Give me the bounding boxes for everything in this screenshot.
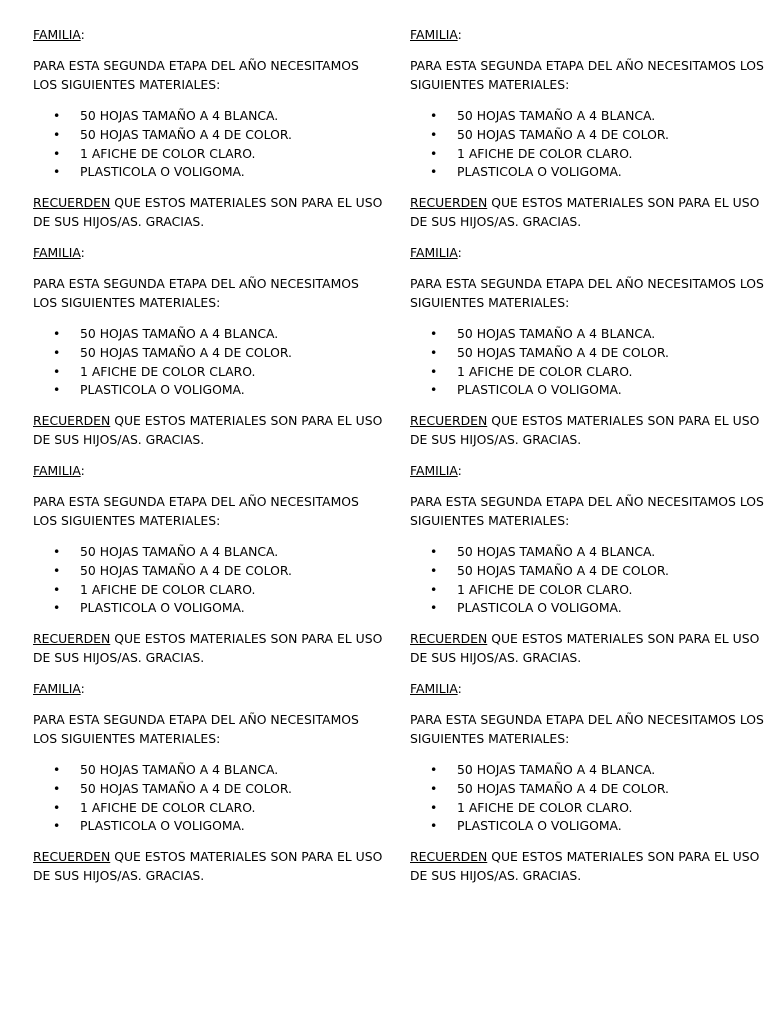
notice-block — [33, 26, 383, 244]
bullet-icon: • — [430, 818, 438, 834]
list-item — [33, 163, 373, 182]
list-item — [410, 381, 750, 400]
bullet-icon: • — [430, 145, 438, 161]
bullet-icon: • — [430, 326, 438, 342]
item-text: 50 HOJAS TAMAÑO A 4 DE COLOR. — [457, 344, 669, 360]
reminder-line-2: DE SUS HIJOS/AS. GRACIAS. — [410, 214, 582, 230]
list-item — [410, 817, 750, 836]
request-line-1: PARA ESTA SEGUNDA ETAPA DEL AÑO NECESITAMOS — [33, 58, 359, 74]
bullet-icon: • — [430, 164, 438, 180]
bullet-icon: • — [53, 799, 61, 815]
materials-list — [410, 761, 750, 836]
bullet-icon: • — [53, 562, 61, 578]
reminder-keyword: RECUERDEN — [410, 849, 488, 865]
list-item — [410, 363, 750, 382]
bullet-icon: • — [53, 581, 61, 597]
salutation-colon: : — [80, 463, 85, 478]
salutation-word: FAMILIA — [33, 681, 81, 696]
request-text — [410, 57, 764, 94]
salutation — [410, 26, 750, 45]
list-item — [410, 562, 750, 581]
list-item — [33, 761, 373, 780]
item-text: 50 HOJAS TAMAÑO A 4 DE COLOR. — [80, 126, 292, 142]
notice-block — [410, 244, 764, 462]
item-text: 50 HOJAS TAMAÑO A 4 BLANCA. — [80, 762, 279, 778]
item-text: 50 HOJAS TAMAÑO A 4 BLANCA. — [457, 108, 656, 124]
reminder-line-1: QUE ESTOS MATERIALES SON PARA EL USO — [110, 631, 383, 647]
request-line-2: LOS SIGUIENTES MATERIALES: — [33, 76, 221, 92]
salutation-colon: : — [457, 681, 462, 696]
reminder-line-1: QUE ESTOS MATERIALES SON PARA EL USO — [110, 849, 383, 865]
request-line-2: LOS SIGUIENTES MATERIALES: — [33, 730, 221, 746]
reminder-text — [410, 194, 760, 231]
item-text: 50 HOJAS TAMAÑO A 4 DE COLOR. — [80, 344, 292, 360]
reminder-text — [33, 194, 383, 231]
reminder-line-2: DE SUS HIJOS/AS. GRACIAS. — [33, 650, 205, 666]
reminder-keyword: RECUERDEN — [33, 195, 111, 211]
list-item — [410, 325, 750, 344]
list-item — [410, 543, 750, 562]
salutation-word: FAMILIA — [33, 27, 81, 42]
reminder-line-2: DE SUS HIJOS/AS. GRACIAS. — [410, 650, 582, 666]
reminder-keyword: RECUERDEN — [33, 849, 111, 865]
bullet-icon: • — [53, 126, 61, 142]
item-text: PLASTICOLA O VOLIGOMA. — [80, 818, 245, 834]
salutation — [33, 244, 373, 263]
request-line-1: PARA ESTA SEGUNDA ETAPA DEL AÑO NECESITAMOS LOS — [410, 712, 764, 728]
item-text: 1 AFICHE DE COLOR CLARO. — [80, 581, 256, 597]
list-item — [33, 145, 373, 164]
notice-block — [33, 462, 383, 680]
bullet-icon: • — [53, 344, 61, 360]
request-line-1: PARA ESTA SEGUNDA ETAPA DEL AÑO NECESITAMOS — [33, 276, 359, 292]
item-text: PLASTICOLA O VOLIGOMA. — [457, 382, 622, 398]
list-item — [410, 780, 750, 799]
reminder-line-2: DE SUS HIJOS/AS. GRACIAS. — [33, 214, 205, 230]
reminder-keyword: RECUERDEN — [33, 413, 111, 429]
reminder-line-2: DE SUS HIJOS/AS. GRACIAS. — [33, 868, 205, 884]
request-line-1: PARA ESTA SEGUNDA ETAPA DEL AÑO NECESITAMOS LOS — [410, 58, 764, 74]
request-text — [33, 493, 373, 530]
materials-list — [33, 761, 373, 836]
item-text: 50 HOJAS TAMAÑO A 4 BLANCA. — [457, 762, 656, 778]
salutation-word: FAMILIA — [33, 463, 81, 478]
materials-list — [33, 325, 373, 400]
materials-list — [410, 325, 750, 400]
list-item — [33, 126, 373, 145]
list-item — [410, 163, 750, 182]
item-text: PLASTICOLA O VOLIGOMA. — [80, 382, 245, 398]
bullet-icon: • — [53, 762, 61, 778]
item-text: 50 HOJAS TAMAÑO A 4 DE COLOR. — [80, 562, 292, 578]
reminder-line-1: QUE ESTOS MATERIALES SON PARA EL USO — [487, 631, 760, 647]
list-item — [410, 799, 750, 818]
item-text: 1 AFICHE DE COLOR CLARO. — [457, 145, 633, 161]
list-item — [410, 581, 750, 600]
salutation-colon: : — [80, 681, 85, 696]
reminder-text — [33, 630, 383, 667]
salutation-word: FAMILIA — [410, 681, 458, 696]
notice-block — [410, 462, 764, 680]
request-line-1: PARA ESTA SEGUNDA ETAPA DEL AÑO NECESITAMOS — [33, 494, 359, 510]
right-column — [410, 26, 764, 898]
reminder-keyword: RECUERDEN — [410, 631, 488, 647]
bullet-icon: • — [430, 363, 438, 379]
reminder-text — [33, 848, 383, 885]
bullet-icon: • — [53, 164, 61, 180]
item-text: 1 AFICHE DE COLOR CLARO. — [80, 799, 256, 815]
bullet-icon: • — [53, 326, 61, 342]
request-line-1: PARA ESTA SEGUNDA ETAPA DEL AÑO NECESITAMOS LOS — [410, 276, 764, 292]
reminder-line-2: DE SUS HIJOS/AS. GRACIAS. — [410, 432, 582, 448]
request-line-1: PARA ESTA SEGUNDA ETAPA DEL AÑO NECESITAMOS LOS — [410, 494, 764, 510]
list-item — [410, 599, 750, 618]
bullet-icon: • — [430, 344, 438, 360]
salutation — [410, 680, 750, 699]
item-text: PLASTICOLA O VOLIGOMA. — [457, 164, 622, 180]
item-text: PLASTICOLA O VOLIGOMA. — [80, 600, 245, 616]
salutation-word: FAMILIA — [410, 245, 458, 260]
salutation — [33, 462, 373, 481]
salutation-colon: : — [80, 245, 85, 260]
bullet-icon: • — [430, 562, 438, 578]
notice-block — [410, 26, 764, 244]
bullet-icon: • — [430, 126, 438, 142]
list-item — [33, 543, 373, 562]
item-text: 50 HOJAS TAMAÑO A 4 BLANCA. — [457, 326, 656, 342]
list-item — [33, 325, 373, 344]
reminder-line-1: QUE ESTOS MATERIALES SON PARA EL USO — [487, 195, 760, 211]
bullet-icon: • — [53, 363, 61, 379]
bullet-icon: • — [53, 780, 61, 796]
request-line-2: LOS SIGUIENTES MATERIALES: — [33, 294, 221, 310]
item-text: 50 HOJAS TAMAÑO A 4 DE COLOR. — [457, 562, 669, 578]
item-text: 50 HOJAS TAMAÑO A 4 BLANCA. — [80, 544, 279, 560]
salutation — [410, 462, 750, 481]
list-item — [33, 363, 373, 382]
bullet-icon: • — [430, 780, 438, 796]
materials-list — [33, 543, 373, 618]
list-item — [410, 126, 750, 145]
salutation-colon: : — [457, 27, 462, 42]
salutation-colon: : — [457, 463, 462, 478]
list-item — [33, 799, 373, 818]
item-text: 1 AFICHE DE COLOR CLARO. — [457, 363, 633, 379]
item-text: 1 AFICHE DE COLOR CLARO. — [457, 581, 633, 597]
item-text: 50 HOJAS TAMAÑO A 4 DE COLOR. — [80, 780, 292, 796]
item-text: PLASTICOLA O VOLIGOMA. — [80, 164, 245, 180]
request-text — [410, 275, 764, 312]
list-item — [410, 761, 750, 780]
reminder-line-1: QUE ESTOS MATERIALES SON PARA EL USO — [110, 195, 383, 211]
request-line-2: SIGUIENTES MATERIALES: — [410, 76, 570, 92]
materials-list — [33, 107, 373, 182]
list-item — [33, 562, 373, 581]
reminder-keyword: RECUERDEN — [33, 631, 111, 647]
request-line-2: LOS SIGUIENTES MATERIALES: — [33, 512, 221, 528]
notice-block — [33, 680, 383, 898]
bullet-icon: • — [430, 108, 438, 124]
bullet-icon: • — [53, 382, 61, 398]
request-text — [410, 493, 764, 530]
bullet-icon: • — [430, 581, 438, 597]
bullet-icon: • — [430, 600, 438, 616]
bullet-icon: • — [53, 600, 61, 616]
bullet-icon: • — [430, 382, 438, 398]
list-item — [33, 817, 373, 836]
reminder-keyword: RECUERDEN — [410, 195, 488, 211]
request-line-2: SIGUIENTES MATERIALES: — [410, 512, 570, 528]
list-item — [33, 599, 373, 618]
list-item — [410, 145, 750, 164]
item-text: 50 HOJAS TAMAÑO A 4 BLANCA. — [80, 326, 279, 342]
salutation-word: FAMILIA — [410, 27, 458, 42]
reminder-text — [410, 848, 760, 885]
item-text: 1 AFICHE DE COLOR CLARO. — [80, 145, 256, 161]
item-text: PLASTICOLA O VOLIGOMA. — [457, 818, 622, 834]
salutation — [410, 244, 750, 263]
bullet-icon: • — [53, 544, 61, 560]
salutation-colon: : — [457, 245, 462, 260]
request-line-1: PARA ESTA SEGUNDA ETAPA DEL AÑO NECESITAMOS — [33, 712, 359, 728]
salutation — [33, 680, 373, 699]
notice-block — [410, 680, 764, 898]
item-text: 1 AFICHE DE COLOR CLARO. — [457, 799, 633, 815]
materials-list — [410, 107, 750, 182]
list-item — [410, 107, 750, 126]
bullet-icon: • — [430, 799, 438, 815]
reminder-keyword: RECUERDEN — [410, 413, 488, 429]
list-item — [33, 381, 373, 400]
item-text: 1 AFICHE DE COLOR CLARO. — [80, 363, 256, 379]
list-item — [33, 107, 373, 126]
bullet-icon: • — [53, 108, 61, 124]
request-text — [33, 275, 373, 312]
request-line-2: SIGUIENTES MATERIALES: — [410, 294, 570, 310]
item-text: 50 HOJAS TAMAÑO A 4 BLANCA. — [80, 108, 279, 124]
reminder-text — [33, 412, 383, 449]
reminder-line-2: DE SUS HIJOS/AS. GRACIAS. — [33, 432, 205, 448]
list-item — [410, 344, 750, 363]
request-text — [410, 711, 764, 748]
list-item — [33, 581, 373, 600]
list-item — [33, 780, 373, 799]
item-text: PLASTICOLA O VOLIGOMA. — [457, 600, 622, 616]
bullet-icon: • — [430, 762, 438, 778]
materials-list — [410, 543, 750, 618]
salutation-colon: : — [80, 27, 85, 42]
left-column — [33, 26, 383, 898]
reminder-line-2: DE SUS HIJOS/AS. GRACIAS. — [410, 868, 582, 884]
bullet-icon: • — [53, 818, 61, 834]
request-line-2: SIGUIENTES MATERIALES: — [410, 730, 570, 746]
reminder-line-1: QUE ESTOS MATERIALES SON PARA EL USO — [110, 413, 383, 429]
item-text: 50 HOJAS TAMAÑO A 4 DE COLOR. — [457, 126, 669, 142]
list-item — [33, 344, 373, 363]
reminder-line-1: QUE ESTOS MATERIALES SON PARA EL USO — [487, 849, 760, 865]
notice-block — [33, 244, 383, 462]
salutation-word: FAMILIA — [410, 463, 458, 478]
request-text — [33, 57, 373, 94]
reminder-text — [410, 412, 760, 449]
bullet-icon: • — [430, 544, 438, 560]
request-text — [33, 711, 373, 748]
bullet-icon: • — [53, 145, 61, 161]
salutation-word: FAMILIA — [33, 245, 81, 260]
item-text: 50 HOJAS TAMAÑO A 4 BLANCA. — [457, 544, 656, 560]
item-text: 50 HOJAS TAMAÑO A 4 DE COLOR. — [457, 780, 669, 796]
reminder-text — [410, 630, 760, 667]
reminder-line-1: QUE ESTOS MATERIALES SON PARA EL USO — [487, 413, 760, 429]
salutation — [33, 26, 373, 45]
